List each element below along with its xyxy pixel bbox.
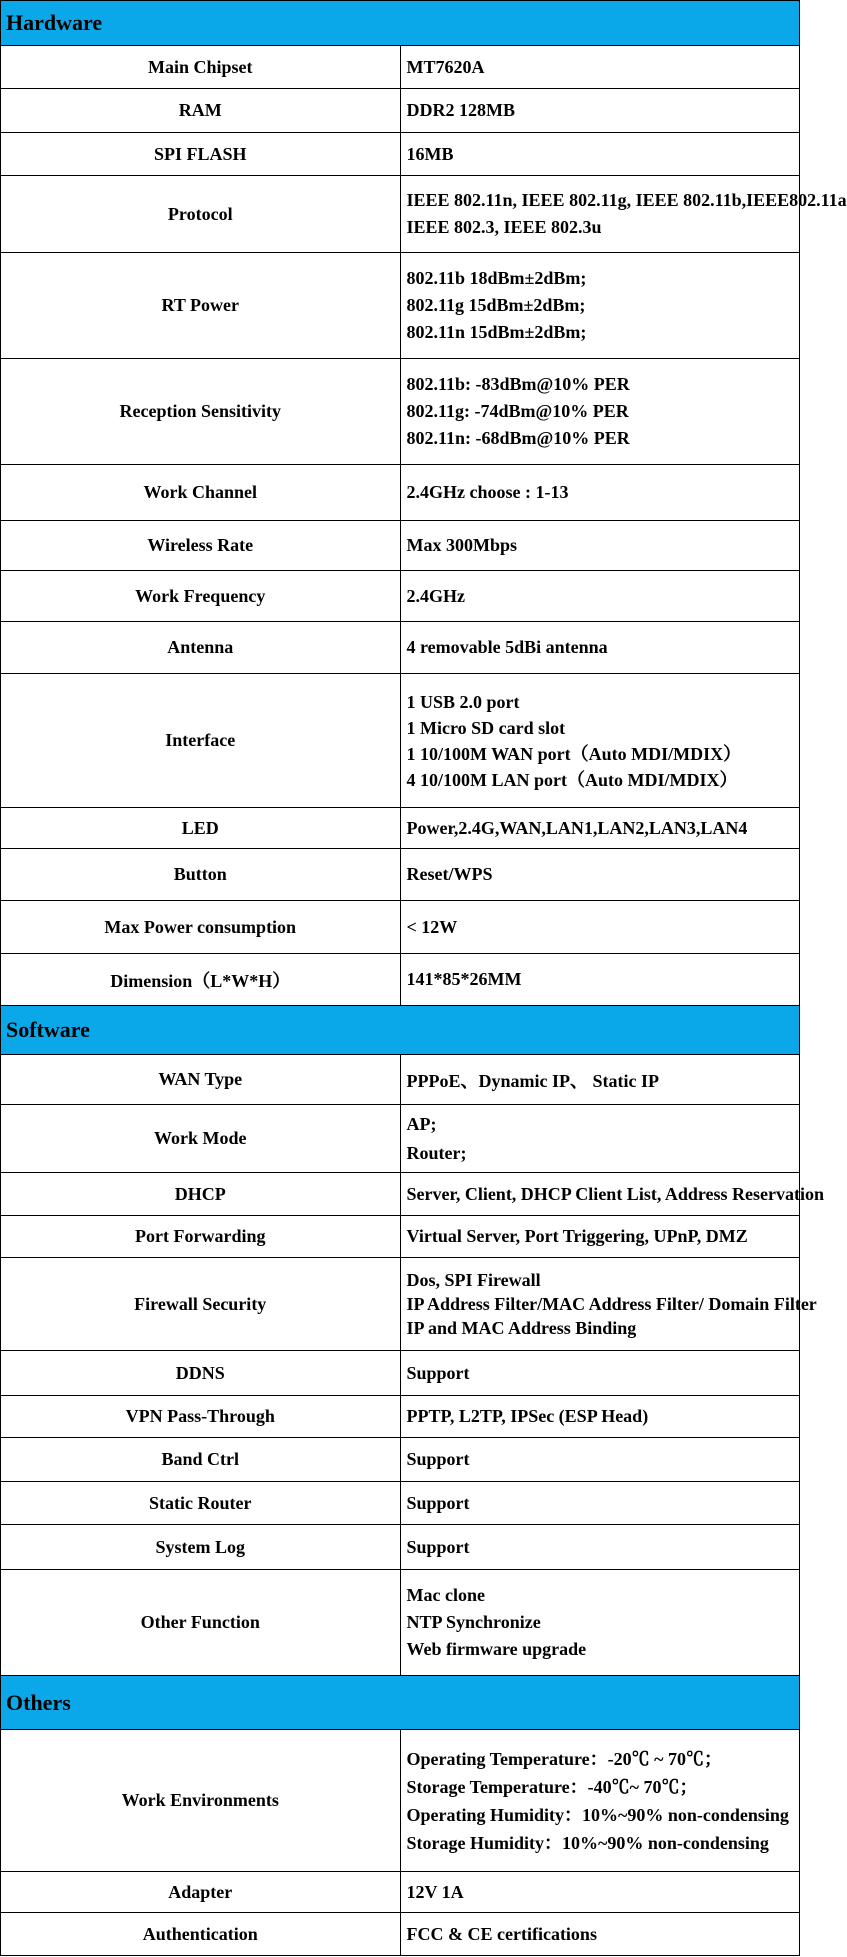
spec-value <box>400 1258 817 1351</box>
spec-label: Protocol <box>1 176 401 253</box>
spec-value <box>400 1351 800 1396</box>
spec-value-line: 2.4GHz <box>406 585 465 606</box>
spec-row <box>1 1351 800 1396</box>
section-title: Software <box>1 1006 800 1055</box>
spec-value-line: DDR2 128MB <box>406 100 515 120</box>
spec-value-line: Dos, SPI Firewall <box>406 1270 541 1290</box>
spec-value <box>400 133 800 176</box>
spec-value <box>400 253 800 359</box>
spec-value <box>400 1173 824 1216</box>
section-header-row <box>1 1 800 46</box>
spec-value-line: FCC & CE certifications <box>406 1923 597 1944</box>
spec-value <box>400 1525 800 1570</box>
spec-value <box>400 571 800 622</box>
spec-row <box>1 133 800 176</box>
spec-value <box>400 622 800 674</box>
spec-label: DDNS <box>1 1351 401 1396</box>
spec-row <box>1 89 800 133</box>
spec-value-line: MT7620A <box>406 56 485 77</box>
spec-row <box>1 1438 800 1482</box>
spec-label: Max Power consumption <box>1 901 401 954</box>
spec-value-line: Storage Humidity：10%~90% non-condensing <box>406 1832 769 1853</box>
spec-value-line: 4 10/100M LAN port（Auto MDI/MDIX） <box>406 769 738 790</box>
spec-label: Port Forwarding <box>1 1216 401 1258</box>
spec-label: Authentication <box>1 1913 401 1956</box>
spec-row <box>1 1105 800 1173</box>
spec-value <box>400 1105 800 1173</box>
spec-row <box>1 901 800 954</box>
spec-value-line: Support <box>406 1536 470 1557</box>
section-title: Hardware <box>1 1 800 46</box>
spec-row <box>1 1055 800 1105</box>
spec-value-line: IP and MAC Address Binding <box>406 1318 637 1338</box>
spec-row <box>1 465 800 521</box>
spec-value <box>400 521 800 571</box>
spec-label: Adapter <box>1 1872 401 1913</box>
spec-label: DHCP <box>1 1173 401 1216</box>
spec-value <box>400 1482 800 1525</box>
spec-value-line: 802.11b: -83dBm@10% PER <box>406 374 630 394</box>
spec-value-line: Support <box>406 1449 470 1469</box>
spec-row <box>1 176 800 253</box>
spec-row <box>1 808 800 849</box>
section-title: Others <box>1 1676 800 1730</box>
spec-value <box>400 674 800 808</box>
spec-row <box>1 954 800 1006</box>
spec-value <box>400 89 800 133</box>
spec-value <box>400 1396 800 1438</box>
spec-value-line: PPPoE、Dynamic IP、 Static IP <box>406 1070 659 1091</box>
spec-value-line: AP; <box>406 1113 437 1134</box>
spec-value-line: 2.4GHz choose : 1-13 <box>406 482 569 502</box>
spec-label: Band Ctrl <box>1 1438 401 1482</box>
spec-row <box>1 1913 800 1956</box>
spec-label: Firewall Security <box>1 1258 401 1351</box>
spec-value <box>400 1216 800 1258</box>
spec-label: RT Power <box>1 253 401 359</box>
spec-value-line: Storage Temperature：-40℃~ 70℃； <box>406 1776 698 1797</box>
spec-value-line: Support <box>406 1492 470 1513</box>
spec-value <box>400 1730 800 1872</box>
spec-value-line: Router; <box>406 1142 467 1163</box>
spec-value-line: 802.11g: -74dBm@10% PER <box>406 401 629 421</box>
spec-value-line: 141*85*26MM <box>406 969 522 989</box>
spec-row <box>1 622 800 674</box>
spec-value <box>400 849 800 901</box>
spec-row <box>1 571 800 622</box>
spec-label: Dimension（L*W*H） <box>1 954 401 1006</box>
spec-value-line: Mac clone <box>406 1585 485 1605</box>
spec-row <box>1 359 800 465</box>
spec-value-line: Server, Client, DHCP Client List, Address Reservation <box>406 1183 824 1204</box>
spec-value-line: 1 USB 2.0 port <box>406 691 520 712</box>
spec-row <box>1 1173 800 1216</box>
spec-row <box>1 1730 800 1872</box>
spec-value-line: 12V 1A <box>406 1881 464 1902</box>
spec-label: Wireless Rate <box>1 521 401 571</box>
spec-value-line: Support <box>406 1362 470 1383</box>
spec-row <box>1 253 800 359</box>
spec-row <box>1 849 800 901</box>
spec-value-line: 1 Micro SD card slot <box>406 717 566 738</box>
spec-value-line: IEEE 802.3, IEEE 802.3u <box>406 217 602 237</box>
spec-row <box>1 1216 800 1258</box>
spec-row <box>1 1872 800 1913</box>
spec-row <box>1 674 800 808</box>
spec-label: WAN Type <box>1 1055 401 1105</box>
spec-label: Main Chipset <box>1 46 401 89</box>
spec-value-line: 802.11n 15dBm±2dBm; <box>406 322 587 342</box>
spec-value-line: NTP Synchronize <box>406 1612 541 1632</box>
spec-value-line: Web firmware upgrade <box>406 1639 587 1659</box>
spec-value-line: PPTP, L2TP, IPSec (ESP Head) <box>406 1406 649 1426</box>
spec-value-line: 4 removable 5dBi antenna <box>406 637 608 657</box>
spec-value-line: Power,2.4G,WAN,LAN1,LAN2,LAN3,LAN4 <box>406 817 748 838</box>
spec-row <box>1 1525 800 1570</box>
spec-row <box>1 521 800 571</box>
spec-value-line: Virtual Server, Port Triggering, UPnP, DMZ <box>406 1226 748 1246</box>
spec-label: Work Mode <box>1 1105 401 1173</box>
spec-label: Button <box>1 849 401 901</box>
section-header-row <box>1 1006 800 1055</box>
spec-label: Other Function <box>1 1570 401 1676</box>
spec-row <box>1 1258 800 1351</box>
spec-value <box>400 1872 800 1913</box>
spec-label: Work Frequency <box>1 571 401 622</box>
spec-value-line: < 12W <box>406 916 458 937</box>
spec-label: Static Router <box>1 1482 401 1525</box>
spec-label: Interface <box>1 674 401 808</box>
spec-value-line: 802.11g 15dBm±2dBm; <box>406 295 586 315</box>
spec-label: Antenna <box>1 622 401 674</box>
spec-row <box>1 46 800 89</box>
spec-label: System Log <box>1 1525 401 1570</box>
spec-value-line: Operating Temperature：-20℃ ~ 70℃； <box>406 1748 723 1769</box>
spec-value <box>400 176 847 253</box>
spec-value <box>400 1055 800 1105</box>
spec-row <box>1 1570 800 1676</box>
spec-value <box>400 465 800 521</box>
spec-value <box>400 1570 800 1676</box>
spec-value <box>400 808 800 849</box>
spec-value-line: IEEE 802.11n, IEEE 802.11g, IEEE 802.11b,IEEE802.11a <box>406 190 847 210</box>
spec-value-line: 802.11b 18dBm±2dBm; <box>406 268 587 288</box>
spec-value-line: Max 300Mbps <box>406 535 518 555</box>
spec-value-line: 16MB <box>406 143 454 164</box>
spec-value-line: Operating Humidity：10%~90% non-condensing <box>406 1804 789 1825</box>
spec-label: VPN Pass-Through <box>1 1396 401 1438</box>
spec-label: SPI FLASH <box>1 133 401 176</box>
spec-row <box>1 1396 800 1438</box>
spec-value <box>400 954 800 1006</box>
spec-value <box>400 1438 800 1482</box>
spec-label: RAM <box>1 89 401 133</box>
spec-value <box>400 46 800 89</box>
spec-value <box>400 901 800 954</box>
spec-label: Work Channel <box>1 465 401 521</box>
spec-value <box>400 1913 800 1956</box>
spec-value-line: 1 10/100M WAN port（Auto MDI/MDIX） <box>406 743 742 764</box>
spec-value-line: Reset/WPS <box>406 864 493 884</box>
spec-value <box>400 359 800 465</box>
spec-value-line: 802.11n: -68dBm@10% PER <box>406 428 630 448</box>
spec-label: Work Environments <box>1 1730 401 1872</box>
spec-label: LED <box>1 808 401 849</box>
spec-row <box>1 1482 800 1525</box>
section-header-row <box>1 1676 800 1730</box>
spec-value-line: IP Address Filter/MAC Address Filter/ Domain Filter <box>406 1294 817 1314</box>
spec-label: Reception Sensitivity <box>1 359 401 465</box>
